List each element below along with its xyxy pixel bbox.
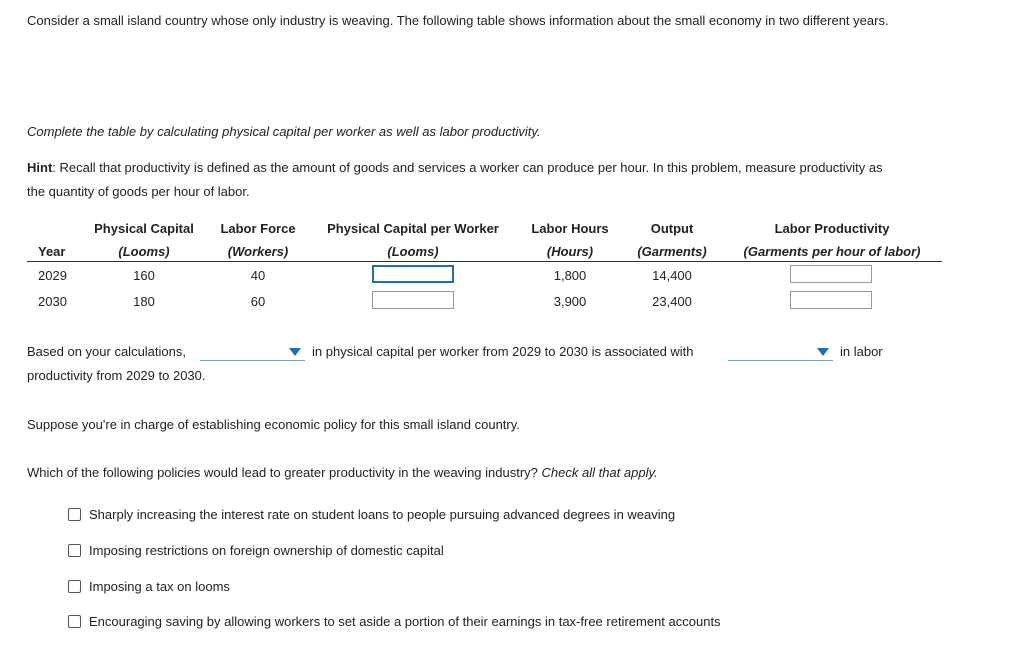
cell-year: 2030 bbox=[38, 294, 67, 309]
cell-output: 14,400 bbox=[652, 268, 692, 283]
capital-change-dropdown[interactable] bbox=[200, 344, 305, 361]
header-labor-force: Labor Force bbox=[220, 221, 296, 236]
sentence-part-3: in labor bbox=[840, 344, 883, 359]
productivity-change-dropdown[interactable] bbox=[728, 344, 833, 361]
sentence-part-1: Based on your calculations, bbox=[27, 344, 186, 359]
hint-line-2: the quantity of goods per hour of labor. bbox=[27, 184, 250, 199]
policy-intro-text: Suppose you're in charge of establishing economic policy for this small island country. bbox=[27, 417, 520, 432]
header-physical-capital: Physical Capital bbox=[94, 221, 194, 236]
unit-physical-capital: (Looms) bbox=[118, 244, 170, 259]
checkbox[interactable] bbox=[68, 508, 81, 521]
chevron-down-icon bbox=[289, 348, 301, 356]
capital-per-worker-input-2030[interactable] bbox=[372, 291, 454, 309]
cell-labor-force: 40 bbox=[250, 268, 266, 283]
unit-labor-productivity: (Garments per hour of labor) bbox=[743, 244, 921, 259]
cell-physical-capital: 160 bbox=[133, 268, 155, 283]
checkbox[interactable] bbox=[68, 615, 81, 628]
intro-text: Consider a small island country whose only industry is weaving. The following table shows information about the small economy in two different years. bbox=[27, 13, 889, 28]
checkbox[interactable] bbox=[68, 544, 81, 557]
capital-per-worker-input-2029[interactable] bbox=[372, 265, 454, 283]
header-labor-productivity: Labor Productivity bbox=[774, 221, 890, 236]
sentence-part-4: productivity from 2029 to 2030. bbox=[27, 368, 206, 383]
header-labor-hours: Labor Hours bbox=[531, 221, 609, 236]
unit-output: (Garments) bbox=[637, 244, 707, 259]
question-emphasis: Check all that apply. bbox=[541, 465, 658, 480]
unit-capital-per-worker: (Looms) bbox=[387, 244, 439, 259]
hint-label: Hint bbox=[27, 160, 53, 175]
chevron-down-icon bbox=[817, 348, 829, 356]
cell-year: 2029 bbox=[38, 268, 67, 283]
option-label: Imposing restrictions on foreign ownership of domestic capital bbox=[89, 543, 444, 558]
labor-productivity-input-2030[interactable] bbox=[790, 291, 872, 309]
hint-line-1 bbox=[27, 160, 883, 175]
question-main: Which of the following policies would lead to greater productivity in the weaving industry? bbox=[27, 465, 542, 480]
question-text bbox=[27, 465, 658, 480]
checkbox[interactable] bbox=[68, 580, 81, 593]
cell-labor-hours: 1,800 bbox=[553, 268, 587, 283]
table-header-rule bbox=[27, 261, 942, 262]
header-output: Output bbox=[650, 221, 694, 236]
option-label: Encouraging saving by allowing workers to set aside a portion of their earnings in tax-free retirement accounts bbox=[89, 614, 721, 629]
unit-labor-force: (Workers) bbox=[227, 244, 289, 259]
option-label: Imposing a tax on looms bbox=[89, 579, 230, 594]
cell-labor-force: 60 bbox=[250, 294, 266, 309]
unit-labor-hours: (Hours) bbox=[546, 244, 594, 259]
option-label: Sharply increasing the interest rate on student loans to people pursuing advanced degrees in weaving bbox=[89, 507, 676, 522]
instruction-text: Complete the table by calculating physical capital per worker as well as labor productivity. bbox=[27, 124, 541, 139]
labor-productivity-input-2029[interactable] bbox=[790, 265, 872, 283]
cell-output: 23,400 bbox=[652, 294, 692, 309]
cell-physical-capital: 180 bbox=[133, 294, 155, 309]
cell-labor-hours: 3,900 bbox=[553, 294, 587, 309]
header-capital-per-worker: Physical Capital per Worker bbox=[327, 221, 499, 236]
hint-text: : Recall that productivity is defined as the amount of goods and services a worker can produce per hour. In this problem, measure productivity as bbox=[52, 160, 883, 175]
sentence-part-2: in physical capital per worker from 2029 to 2030 is associated with bbox=[312, 344, 694, 359]
header-year: Year bbox=[38, 244, 66, 259]
